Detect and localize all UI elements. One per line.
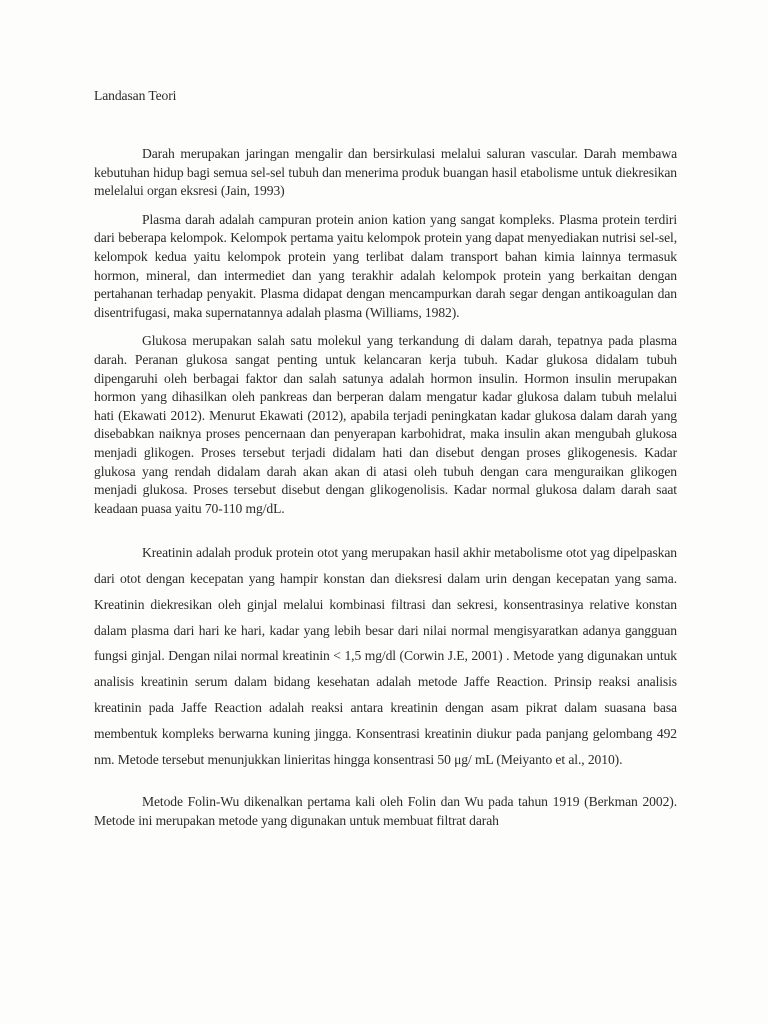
paragraph-kreatinin: Kreatinin adalah produk protein otot yang merupakan hasil akhir metabolisme otot yag dipelpaskan dari otot dengan kecepatan yang hampir konstan dan dieksresi dalam urin dengan kecepatan yang sama. Kreatinin diekresikan oleh ginjal melalui kombinasi filtrasi dan sekresi, konsentrasinya relative konstan dalam plasma dari hari ke hari, kadar yang lebih besar dari nilai normal mengisyaratkan adanya gangguan fungsi ginjal. Dengan nilai normal kreatinin < 1,5 mg/dl (Corwin J.E, 2001) . Metode yang digunakan untuk analisis kreatinin serum dalam bidang kesehatan adalah metode Jaffe Reaction. Prinsip reaksi analisis kreatinin pada Jaffe Reaction adalah reaksi antara kreatinin dengan asam pikrat dalam suasana basa membentuk kompleks berwarna kuning jingga. Konsentrasi kreatinin diukur pada panjang gelombang 492 nm. Metode tersebut menunjukkan linieritas hingga konsentrasi 50 μg/ mL (Meiyanto et al., 2010). xyxy=(94,545,677,767)
paragraph-glukosa: Glukosa merupakan salah satu molekul yang terkandung di dalam darah, tepatnya pada plasma darah. Peranan glukosa sangat penting untuk kelancaran kerja tubuh. Kadar glukosa didalam tubuh dipengaruhi oleh berbagai faktor dan salah satunya adalah hormon insulin. Hormon insulin merupakan hormon yang dihasilkan oleh pankreas dan berperan dalam mengatur kadar glukosa dalam tubuh melalui hati (Ekawati 2012). Menurut Ekawati (2012), apabila terjadi peningkatan kadar glukosa dalam darah yang disebabkan naiknya proses pencernaan dan penyerapan karbohidrat, maka insulin akan mengubah glukosa menjadi glikogen. Proses tersebut terjadi didalam hati dan disebut dengan proses glikogenesis. Kadar glukosa yang rendah didalam darah akan akan di atasi oleh tubuh dengan cara menguraikan glikogen menjadi glukosa. Proses tersebut disebut dengan glikogenolisis. Kadar normal glukosa dalam darah saat keadaan puasa yaitu 70-110 mg/dL. xyxy=(94,333,677,516)
paragraph-darah: Darah merupakan jaringan mengalir dan bersirkulasi melalui saluran vascular. Darah membawa kebutuhan hidup bagi semua sel-sel tubuh dan menerima produk buangan hasil etabolisme untuk diekresikan melelalui organ eksresi (Jain, 1993) xyxy=(94,146,677,199)
document-body xyxy=(94,86,677,831)
paragraph-plasma: Plasma darah adalah campuran protein anion kation yang sangat kompleks. Plasma protein terdiri dari beberapa kelompok. Kelompok pertama yaitu kelompok protein yang dapat menyediakan nutrisi sel-sel, kelompok kedua yaitu kelompok protein yang terlibat dalam transport bahan kimia lainnya termasuk hormon, mineral, dan intermediet dan yang terakhir adalah kelompok protein yang berkaitan dengan pertahanan terhadap penyakit. Plasma didapat dengan mencampurkan darah segar dengan antikoagulan dan disentrifugasi, maka supernatannya adalah plasma (Williams, 1982). xyxy=(94,211,677,320)
paragraph-folin-wu: Metode Folin-Wu dikenalkan pertama kali oleh Folin dan Wu pada tahun 1919 (Berkman 2002). Metode ini merupakan metode yang digunakan untuk membuat filtrat darah xyxy=(94,794,677,829)
document-title: Landasan Teori xyxy=(94,88,177,103)
